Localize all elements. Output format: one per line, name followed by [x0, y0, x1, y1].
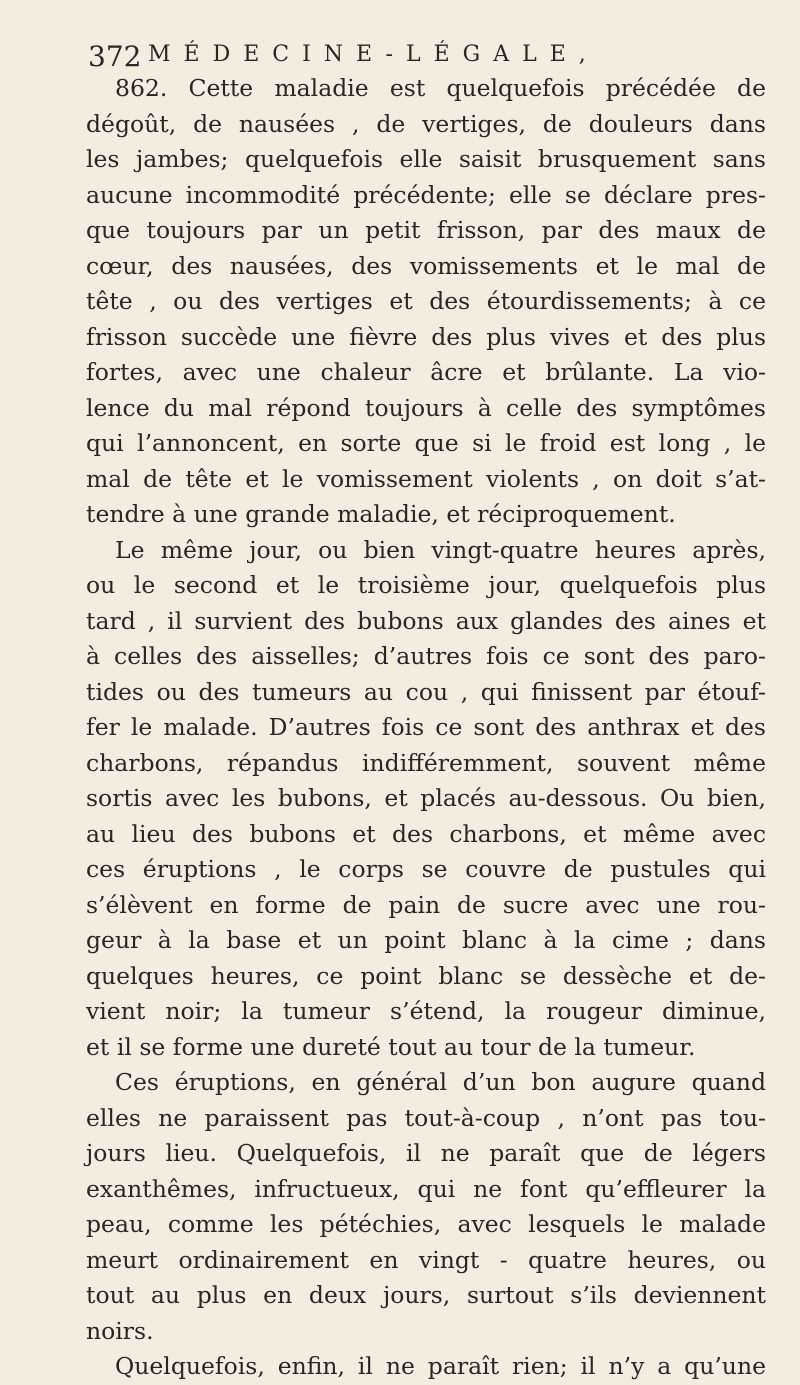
text-line: charbons, répandus indifféremment, souvent même — [86, 748, 766, 777]
page-header — [88, 40, 758, 74]
text-line: qui l’annoncent, en sorte que si le froid est long , le — [86, 429, 766, 457]
running-title: MÉDECINE-LÉGALE, — [148, 42, 599, 67]
text-line: exanthêmes, infructueux, qui ne font qu’effleurer la — [86, 1174, 766, 1203]
page-number: 372 — [88, 40, 142, 73]
text-line: tard , il survient des bubons aux glandes des aines et — [86, 606, 766, 635]
text-line: fortes, avec une chaleur âcre et brûlante. La vio- — [86, 358, 766, 386]
text-line: vient noir; la tumeur s’étend, la rougeur diminue, — [86, 997, 766, 1025]
text-line: et il se forme une dureté tout au tour de la tumeur. — [86, 1032, 696, 1061]
text-line: que toujours par un petit frisson, par des maux de — [86, 216, 766, 244]
text-line: tides ou des tumeurs au cou , qui finissent par étouf- — [86, 677, 766, 706]
text-line: Ces éruptions, en général d’un bon augure quand — [115, 1068, 766, 1096]
text-line: lence du mal répond toujours à celle des symptômes — [86, 393, 766, 422]
text-line: tendre à une grande maladie, et réciproquement. — [86, 500, 676, 528]
text-line: jours lieu. Quelquefois, il ne paraît que de légers — [86, 1139, 766, 1167]
text-line: cœur, des nausées, des vomissements et le mal de — [86, 251, 766, 280]
text-line: tête , ou des vertiges et des étourdissements; à ce — [86, 287, 766, 315]
text-line: sortis avec les bubons, et placés au-dessous. Ou bien, — [86, 784, 766, 812]
text-line: Le même jour, ou bien vingt-quatre heures après, — [115, 535, 766, 564]
text-line: noirs. — [86, 1316, 154, 1345]
text-line: dégoût, de nausées , de vertiges, de douleurs dans — [86, 109, 766, 138]
text-line: geur à la base et un point blanc à la cime ; dans — [86, 926, 766, 954]
text-line: ou le second et le troisième jour, quelquefois plus — [86, 571, 766, 599]
text-line: au lieu des bubons et des charbons, et même avec — [86, 819, 766, 848]
text-line: Quelquefois, enfin, il ne paraît rien; il n’y a qu’une — [115, 1352, 766, 1380]
text-line: quelques heures, ce point blanc se dessèche et de- — [86, 961, 766, 990]
text-line: 862. Cette maladie est quelquefois précédée de — [115, 74, 766, 102]
text-line: elles ne paraissent pas tout-à-coup , n’ont pas tou- — [86, 1103, 766, 1132]
text-line: peau, comme les pétéchies, avec lesquels le malade — [86, 1210, 766, 1238]
text-line: frisson succède une fièvre des plus vives et des plus — [86, 322, 766, 351]
text-line: ces éruptions , le corps se couvre de pustules qui — [86, 855, 766, 883]
text-line: meurt ordinairement en vingt - quatre heures, ou — [86, 1245, 766, 1274]
text-line: aucune incommodité précédente; elle se déclare pres- — [86, 180, 766, 209]
text-line: à celles des aisselles; d’autres fois ce sont des paro- — [86, 642, 766, 670]
body-text — [86, 71, 766, 1385]
text-line: les jambes; quelquefois elle saisit brusquement sans — [86, 145, 766, 173]
text-line: fer le malade. D’autres fois ce sont des anthrax et des — [86, 713, 766, 741]
text-line: mal de tête et le vomissement violents , on doit s’at- — [86, 464, 766, 493]
text-line: tout au plus en deux jours, surtout s’ils deviennent — [86, 1281, 766, 1309]
text-line: s’élèvent en forme de pain de sucre avec une rou- — [86, 890, 766, 919]
